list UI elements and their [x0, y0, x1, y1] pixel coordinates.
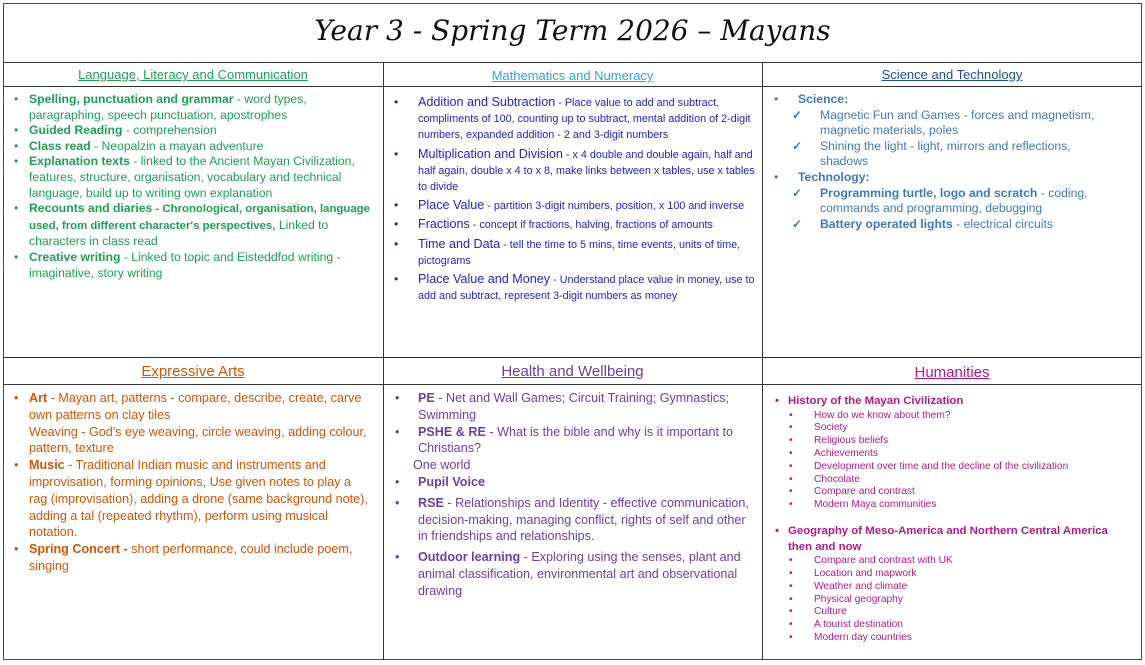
item-title: Place Value [418, 198, 485, 213]
item-text: - What is the bible and why is it important to Christians? [418, 424, 733, 456]
divider [383, 62, 384, 660]
list-item [14, 250, 370, 281]
list-item: • Modern Maya communities [775, 499, 1125, 512]
item-text: - Traditional Indian music and instruments and improvisation, forming opinions, Use given notes to play a rag (improvisation), adding a drone (same background note), adding a tal (repeated rhythm), perform using musical notation. [29, 458, 368, 540]
item-text: - coding, commands and programming, debugging [820, 185, 1088, 216]
science-label: • Science: [774, 92, 1119, 108]
list-item [394, 272, 756, 304]
health-list [393, 390, 758, 600]
page-title: Year 3 - Spring Term 2026 – Mayans [314, 14, 831, 47]
literacy-list [14, 92, 370, 281]
item-title: PE [418, 391, 435, 405]
item-title: Place Value and Money [418, 272, 551, 287]
item-title: RSE [418, 495, 444, 510]
list-item [14, 201, 370, 250]
list-item [394, 95, 756, 144]
list-item: • A tourist destination [775, 619, 1125, 632]
science-list [774, 108, 1119, 170]
item-text: - comprehension [122, 123, 217, 138]
list-item [774, 108, 1119, 139]
list-item [14, 457, 370, 541]
item-title: Fractions [418, 217, 470, 232]
item-text: - Place value to add and subtract, compliments of 100, counting up to subtract, mental addition of 2-digit numbers, expanded addition - 2 and 3-digit numbers [418, 97, 751, 142]
maths-list [394, 95, 756, 307]
header-humanities: Humanities [914, 364, 990, 381]
list-item [394, 198, 756, 214]
list-item [393, 474, 758, 491]
list-item [394, 147, 756, 196]
list-item: • Religious beliefs [775, 435, 1125, 448]
header-science: Science and Technology [881, 67, 1023, 82]
item-text: - Linked to topic and Eisteddfod writing - imaginative, story writing [29, 249, 341, 280]
list-item: • Development over time and the decline of the civilization [775, 461, 1125, 474]
item-text: - x 4 double and double again, half and half again, double x 4 to x 8, make links between x tables, use x tables to divide [418, 148, 755, 194]
geography-title: • Geography of Meso-America and Northern Central America then and now [775, 524, 1125, 555]
item-title: Spring Concert - [29, 542, 128, 557]
item-text: Shining the light - light, mirrors and reflections, shadows [820, 138, 1071, 169]
header-maths: Mathematics and Numeracy [491, 68, 654, 83]
item-text: - partition 3-digit numbers, position, x 100 and inverse [484, 200, 745, 213]
item-text: - Understand place value in money, use to add and subtract, represent 3-digit numbers as money [418, 274, 755, 303]
item-text: - electrical circuits [952, 216, 1053, 231]
list-item: • Weather and climate [775, 581, 1125, 594]
divider [3, 384, 1142, 385]
item-title: Multiplication and Division [418, 146, 563, 161]
item-text: - concept if fractions, halving, fractions of amounts [469, 219, 713, 232]
science-section [774, 92, 1119, 232]
list-item: • Physical geography [775, 594, 1125, 607]
list-item [394, 217, 756, 233]
list-item: • Society [775, 422, 1125, 435]
list-item: • Chocolate [775, 474, 1125, 487]
item-title: Music [29, 458, 65, 473]
item-title: Spelling, punctuation and grammar [29, 92, 234, 106]
item-title: Explanation texts [29, 154, 130, 169]
item-text: - Relationships and Identity - effective communication, decision-making, managing conflict, rights of self and other in friendships and relationships. [418, 495, 749, 544]
header-arts: Expressive Arts [141, 363, 245, 380]
divider [3, 86, 1142, 87]
list-item [14, 139, 370, 155]
list-item: • Location and mapwork [775, 568, 1125, 581]
header-literacy: Language, Literacy and Communication [78, 67, 308, 82]
list-item: • Achievements [775, 448, 1125, 461]
item-subtext: - Chronological, organisation, language used, from different character's perspectives, [29, 203, 370, 232]
item-title: Time and Data [418, 236, 501, 251]
item-text: Magnetic Fun and Games - forces and magnetism, magnetic materials, poles [820, 107, 1095, 138]
history-list [775, 410, 1125, 512]
item-title: Recounts and diaries [29, 201, 153, 216]
history-title: • History of the Mayan Civilization [775, 394, 1125, 410]
item-title: Pupil Voice [418, 474, 485, 489]
item-text: - Exploring using the senses, plant and animal classification, environmental art and observational drawing [418, 550, 741, 598]
list-item [393, 495, 758, 545]
list-item [14, 92, 370, 123]
item-title: Art [29, 391, 48, 405]
item-title: Outdoor learning [418, 550, 521, 565]
item-title: Class read [29, 138, 91, 153]
item-title: Programming turtle, logo and scratch [820, 185, 1038, 200]
list-item: • Culture [775, 606, 1125, 619]
list-item: • How do we know about them? [775, 410, 1125, 423]
list-item [14, 541, 370, 575]
divider [3, 357, 1142, 358]
list-item [14, 154, 370, 201]
item-text: - word types, paragraphing, speech punctuation, apostrophes [29, 92, 307, 122]
list-item [14, 123, 370, 139]
technology-label: • Technology: [774, 170, 1119, 186]
item-text: short performance, could include poem, singing [29, 542, 353, 573]
list-item [774, 139, 1119, 170]
arts-list [14, 390, 370, 575]
technology-list [774, 186, 1119, 233]
humanities-section [775, 394, 1125, 645]
item-title: Guided Reading [29, 123, 123, 138]
item-title: Addition and Subtraction [418, 95, 556, 109]
list-item: • Compare and contrast [775, 486, 1125, 499]
item-title: Battery operated lights [820, 216, 953, 231]
list-item [393, 390, 758, 424]
list-item [774, 186, 1119, 217]
item-text: - tell the time to 5 mins, time events, units of time, pictograms [418, 238, 741, 267]
item-text: - Net and Wall Games; Circuit Training; Gymnastics; Swimming [418, 391, 729, 422]
list-item: • Compare and contrast with UK [775, 555, 1125, 568]
item-text: - linked to the Ancient Mayan Civilization, features, structure, organisation, vocabulary and technical language, build up to writing own explanation [29, 154, 355, 200]
item-extra: Weaving - God's eye weaving, circle weaving, adding colour, pattern, texture [29, 424, 367, 456]
divider [3, 62, 1142, 63]
divider [762, 62, 763, 660]
item-text: - Mayan art, patterns - compare, describe, create, carve own patterns on clay tiles [29, 391, 362, 422]
one-world-text: One world [413, 458, 471, 473]
item-text: Linked to characters in class read [29, 217, 329, 249]
list-item [394, 237, 756, 269]
list-item [774, 217, 1119, 233]
list-item [393, 424, 758, 458]
list-item [14, 390, 370, 457]
list-item [393, 549, 758, 599]
item-title: PSHE & RE [418, 424, 486, 439]
item-title: Creative writing [29, 249, 121, 264]
header-health: Health and Wellbeing [501, 363, 644, 380]
item-text: - Neopalzin a mayan adventure [90, 138, 264, 153]
list-item: • Modern day countries [775, 632, 1125, 645]
geography-list [775, 555, 1125, 645]
